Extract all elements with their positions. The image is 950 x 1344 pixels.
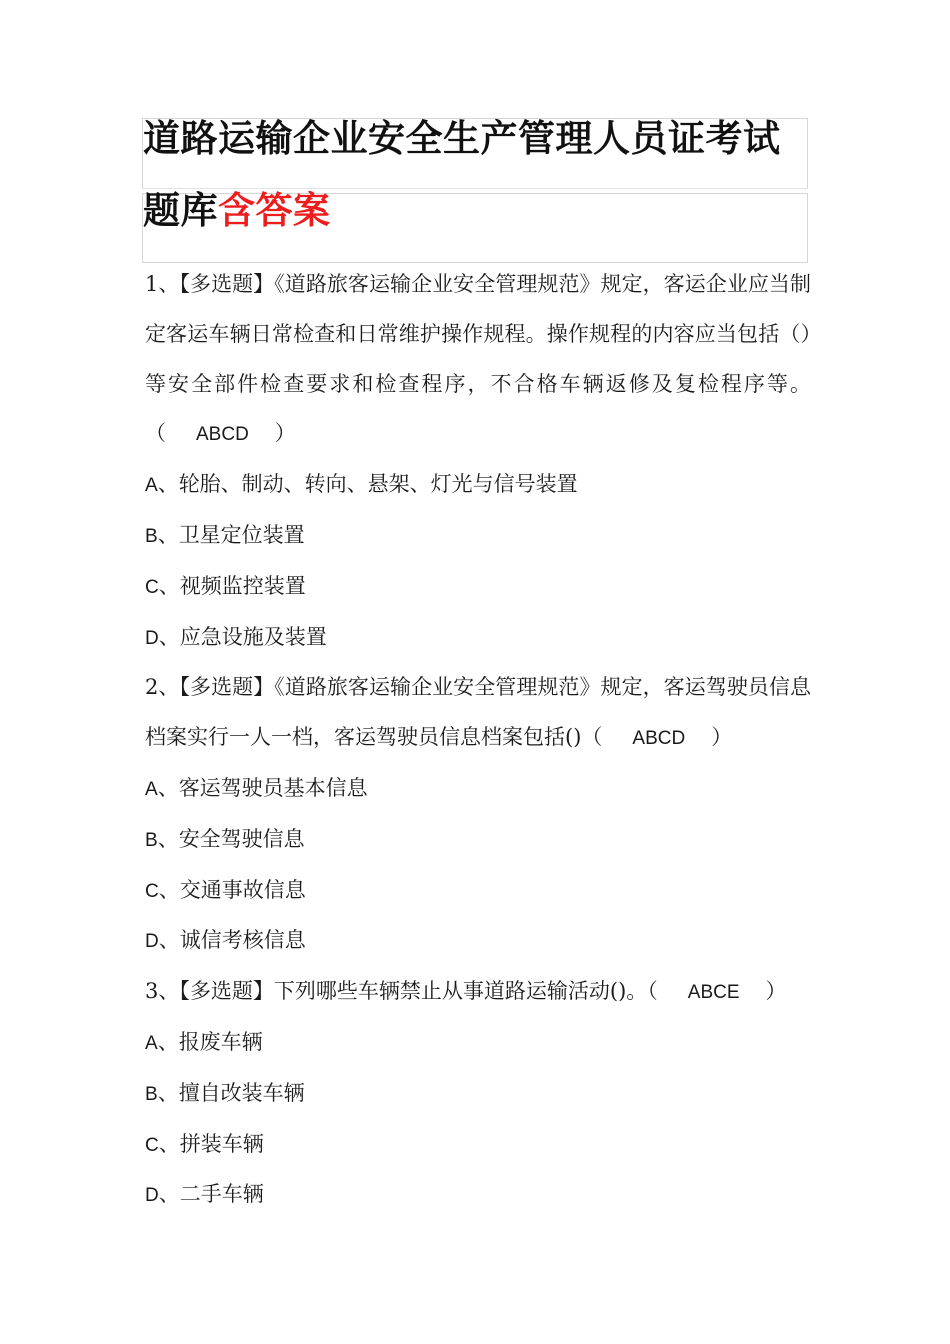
question-3-option-a: A、报废车辆 — [145, 1029, 263, 1054]
question-1-option-b: B、卫星定位装置 — [145, 522, 305, 547]
question-3-option-b: B、擅自改装车辆 — [145, 1080, 305, 1105]
question-1 — [145, 260, 811, 663]
question-3 — [145, 967, 811, 1221]
question-3-option-d: D、二手车辆 — [145, 1182, 264, 1207]
question-1-stem — [145, 260, 811, 460]
question-2-prefix: 2、【多选题】 — [145, 675, 275, 700]
question-2-text: 《道路旅客运输企业安全管理规范》规定，客运驾驶员信息档案实行一人一档，客运驾驶员信息档案包括()（ — [145, 675, 811, 750]
question-3-text: 下列哪些车辆禁止从事道路运输活动()。（ — [273, 979, 658, 1004]
question-1-option-c: C、视频监控装置 — [145, 573, 306, 598]
question-2-stem — [145, 663, 811, 764]
question-2-option-c: C、交通事故信息 — [145, 877, 306, 902]
question-1-option-a: A、轮胎、制动、转向、悬架、灯光与信号装置 — [145, 472, 578, 497]
question-2-close: ） — [711, 725, 733, 750]
question-2-option-d: D、诚信考核信息 — [145, 928, 306, 953]
question-2-option-a: A、客运驾驶员基本信息 — [145, 775, 368, 800]
question-3-answer: ABCE — [687, 982, 740, 1004]
title-accent-text: 含答案 — [218, 189, 331, 232]
question-3-option-c: C、拼装车辆 — [145, 1131, 264, 1156]
question-list — [145, 260, 811, 1221]
question-2-option-b: B、安全驾驶信息 — [145, 826, 305, 851]
question-3-prefix: 3、【多选题】 — [145, 979, 274, 1004]
document-title-line-2 — [143, 180, 331, 234]
question-2 — [145, 663, 811, 967]
question-1-text: 《道路旅客运输企业安全管理规范》规定，客运企业应当制定客运车辆日常检查和日常维护操作规程。操作规程的内容应当包括（）等安全部件检查要求和检查程序，不合格车辆返修及复检程序等。（ — [145, 272, 811, 446]
question-3-stem — [145, 967, 811, 1018]
question-1-prefix: 1、【多选题】 — [145, 272, 275, 296]
document-title-line-1: 道路运输企业安全生产管理人员证考试 — [143, 117, 781, 160]
question-1-close: ） — [274, 421, 296, 446]
question-1-answer: ABCD — [196, 424, 249, 446]
title-main-text: 题库 — [143, 189, 218, 232]
question-3-close: ） — [765, 979, 787, 1004]
question-1-option-d: D、应急设施及装置 — [145, 624, 327, 649]
question-2-answer: ABCD — [632, 728, 686, 750]
